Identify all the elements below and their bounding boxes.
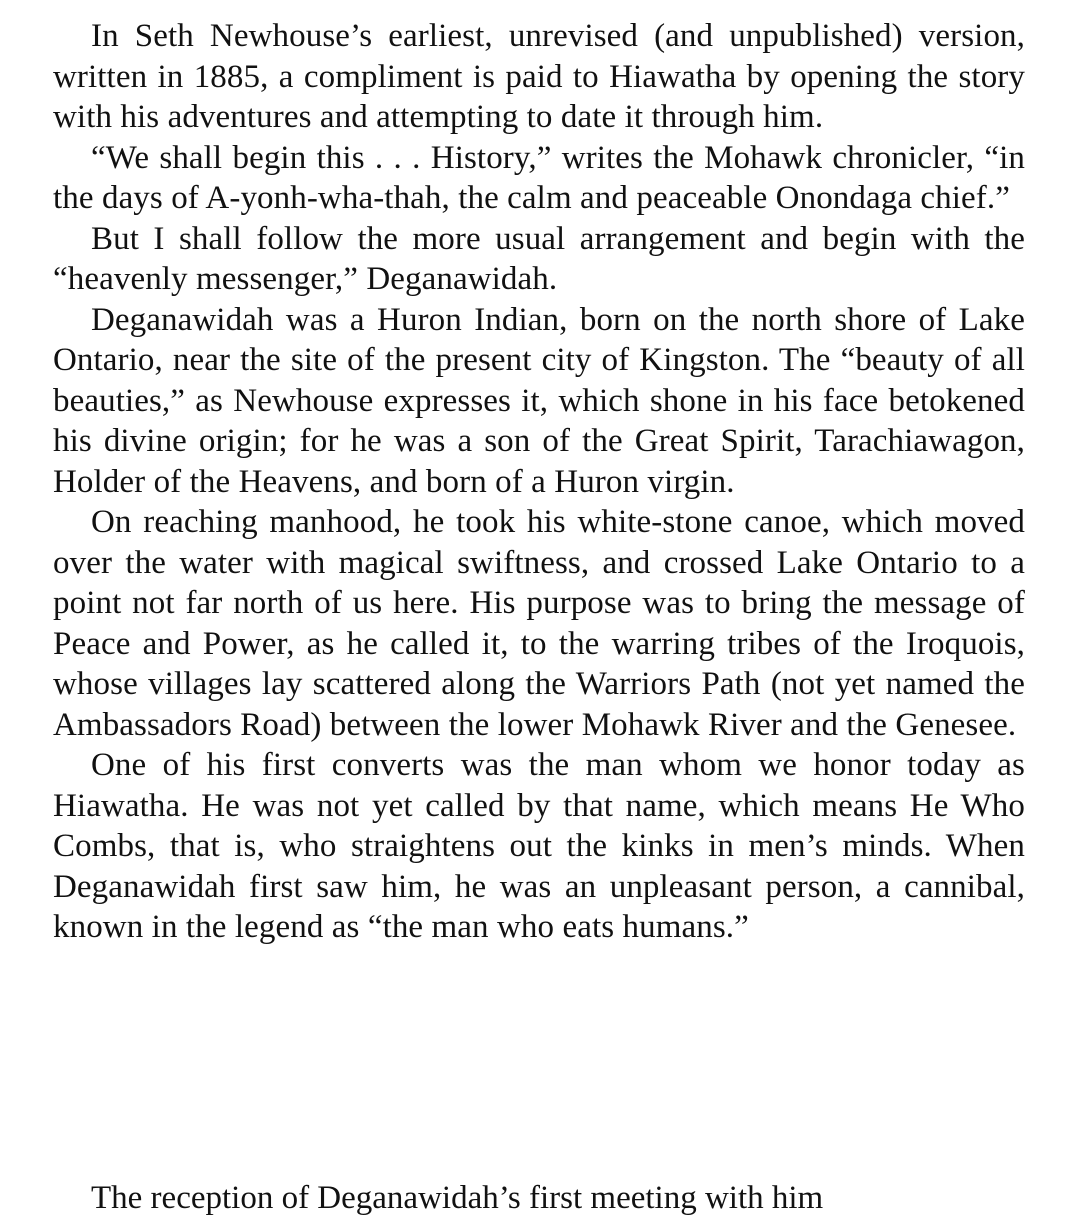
paragraph-4: Deganawidah was a Huron Indian, born on the north shore of Lake Ontario, near the site of the present city of Kingston. The “beauty of all beauties,” as Newhouse expresses it, which shone in his face betokened his divine origin; for he was a son of the Great Spirit, Tarachiawagon, Holder of the Heavens, and born of a Huron virgin. bbox=[53, 301, 1025, 500]
cutoff-next-line: The reception of Deganawidah’s first meeting with him bbox=[91, 1180, 824, 1216]
paragraph-3: But I shall follow the more usual arrangement and begin with the “heavenly messenger,” Deganawidah. bbox=[53, 220, 1025, 297]
paragraph-2: “We shall begin this . . . History,” writes the Mohawk chronicler, “in the days of A-yonh-wha-thah, the calm and peaceable Onondaga chief.” bbox=[53, 139, 1025, 216]
paragraph-1: In Seth Newhouse’s earliest, unrevised (and unpublished) version, written in 1885, a compliment is paid to Hiawatha by opening the story with his adventures and attempting to date it through him. bbox=[53, 18, 1025, 135]
paragraph-5: On reaching manhood, he took his white-stone canoe, which moved over the water with magical swiftness, and crossed Lake Ontario to a point not far north of us here. His purpose was to bring the message of Peace and Power, as he called it, to the warring tribes of the Iroquois, whose villages lay scattered along the Warriors Path (not yet named the Ambassadors Road) between the lower Mohawk River and the Genesee. bbox=[53, 504, 1025, 743]
paragraph-6: One of his first converts was the man whom we honor today as Hiawatha. He was not yet called by that name, which means He Who Combs, that is, who straightens out the kinks in men’s minds. When Deganawidah first saw him, he was an unpleasant person, a cannibal, known in the legend as “the man who eats humans.” bbox=[53, 747, 1025, 945]
document-page bbox=[53, 16, 1025, 948]
